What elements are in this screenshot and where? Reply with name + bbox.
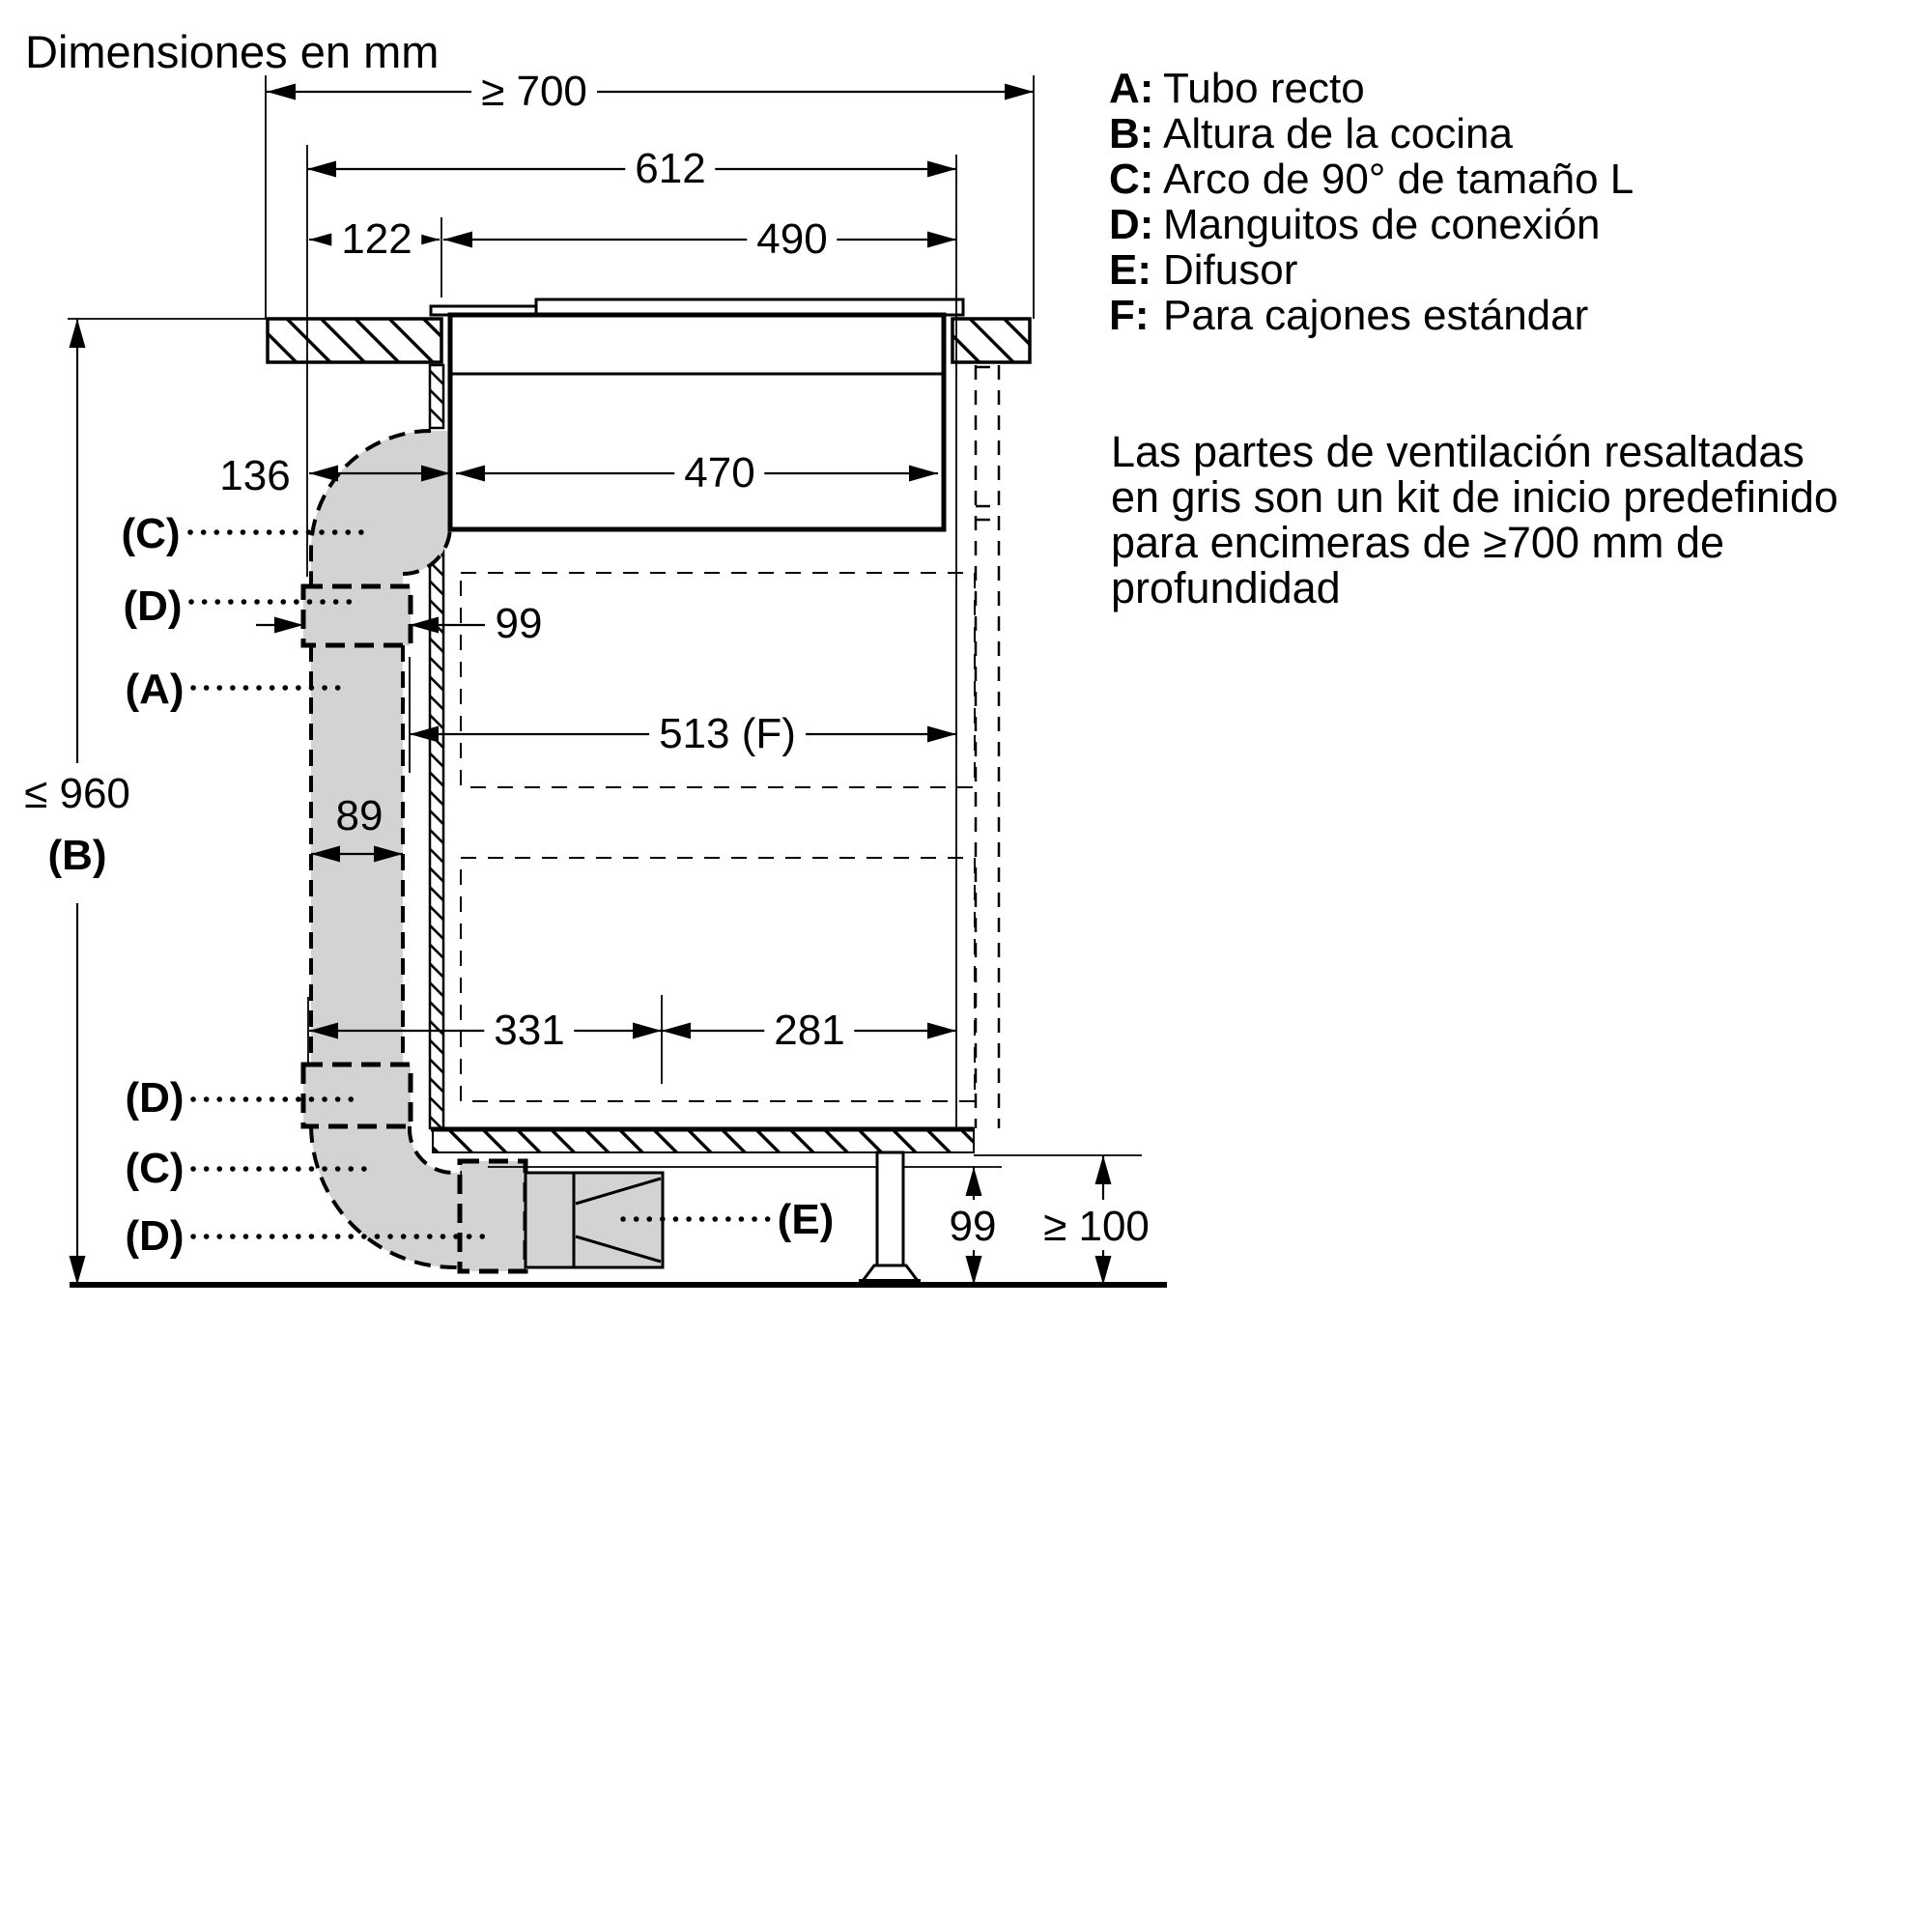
- dim-height-max: ≤ 960: [24, 769, 130, 817]
- dim-136: 136: [219, 451, 291, 499]
- dim-490: 490: [747, 217, 837, 262]
- rear-vent-channel: [976, 365, 999, 1128]
- leg-foot: [863, 1265, 918, 1281]
- legend-label-E: Difusor: [1163, 246, 1298, 294]
- page-title: Dimensiones en mm: [25, 26, 440, 77]
- legend-label-D: Manguitos de conexión: [1163, 201, 1601, 248]
- note-line-1: Las partes de ventilación resaltadas: [1111, 427, 1804, 476]
- legend-label-B: Altura de la cocina: [1163, 110, 1513, 157]
- part-label-D-bottom: (D): [125, 1211, 185, 1260]
- dim-worktop-depth: ≥ 700: [471, 70, 597, 114]
- legend-item-A: [1109, 66, 1634, 111]
- cabinet-bottom-panel: [433, 1128, 974, 1152]
- note-line-4: profundidad: [1111, 563, 1341, 612]
- dim-470: 470: [674, 451, 764, 496]
- note-gray-kit: [1111, 429, 1838, 611]
- diffuser-collar: [526, 1173, 574, 1267]
- legend-label-F: Para cajones estándar: [1163, 292, 1589, 339]
- dim-513-F: 513 (F): [649, 712, 806, 756]
- part-label-D-top: (D): [123, 582, 183, 630]
- legend-item-E: [1109, 247, 1634, 293]
- adjustable-leg: [859, 1152, 921, 1282]
- part-label-E-diffuser: (E): [777, 1195, 835, 1243]
- legend-letter-E: E:: [1109, 246, 1151, 294]
- drawer-zone-lower: [461, 858, 975, 1101]
- legend-label-A: Tubo recto: [1163, 65, 1365, 112]
- worktop-front-block: [268, 319, 441, 362]
- dim-331: 331: [484, 1009, 574, 1053]
- legend-item-B: [1109, 111, 1634, 156]
- dim-99-top: 99: [495, 599, 543, 647]
- part-label-D-mid: (D): [125, 1073, 185, 1122]
- part-label-C-top: (C): [121, 509, 181, 557]
- legend-letter-B: B:: [1109, 110, 1154, 157]
- dim-89: 89: [335, 791, 384, 839]
- dim-plinth-min: ≥ 100: [1043, 1202, 1150, 1250]
- legend-item-D: [1109, 202, 1634, 247]
- dim-281: 281: [764, 1009, 854, 1053]
- note-line-3: para encimeras de ≥700 mm de: [1111, 518, 1725, 567]
- part-label-C-bottom: (C): [125, 1144, 185, 1192]
- part-label-A-tube: (A): [125, 665, 185, 713]
- dim-612: 612: [625, 147, 715, 191]
- note-line-2: en gris son un kit de inicio predefinido: [1111, 472, 1838, 522]
- hob-body: [450, 315, 944, 529]
- legend-label-C: Arco de 90° de tamaño L: [1163, 156, 1634, 203]
- extension-lines: [68, 75, 1034, 1128]
- connection-sleeve-bottom: [460, 1161, 526, 1271]
- dim-99-bottom: 99: [949, 1202, 997, 1250]
- worktop-rear-block: [952, 319, 1030, 362]
- legend-letter-F: F:: [1109, 292, 1150, 339]
- arrowheads: [70, 84, 1112, 1286]
- connection-sleeve-mid: [303, 1065, 411, 1126]
- legend-letter-D: D:: [1109, 201, 1154, 248]
- legend-item-F: [1109, 293, 1634, 338]
- connection-sleeve-top: [303, 586, 411, 645]
- legend-letter-A: A:: [1109, 65, 1154, 112]
- dim-height-label-B: (B): [47, 831, 107, 879]
- dim-122: 122: [331, 217, 421, 262]
- legend: [1109, 66, 1634, 338]
- cutout-edge-strip: [430, 365, 443, 428]
- legend-letter-C: C:: [1109, 156, 1154, 203]
- legend-item-C: [1109, 156, 1634, 202]
